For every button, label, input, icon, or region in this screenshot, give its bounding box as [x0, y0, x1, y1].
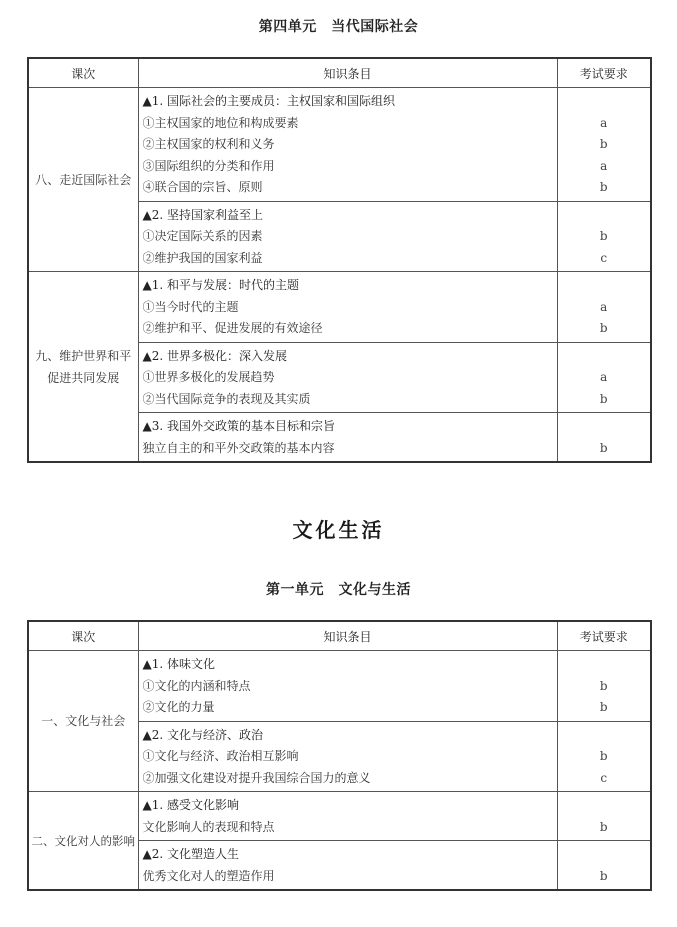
knowledge-item: ④联合国的宗旨、原则	[142, 180, 263, 194]
header-requirement: 考试要求	[557, 621, 651, 651]
lesson-name-line1: 九、维护世界和平	[35, 348, 132, 363]
topic-title: ▲1. 体味文化	[142, 657, 215, 671]
lesson-cell	[28, 272, 138, 463]
requirement-value: b	[599, 321, 608, 335]
topic-title: ▲2. 文化与经济、政治	[142, 727, 263, 742]
knowledge-item: ③国际组织的分类和作用	[142, 158, 275, 173]
knowledge-cell	[138, 88, 557, 202]
topic-title: ▲3. 我国外交政策的基本目标和宗旨	[142, 419, 335, 433]
topic-title: ▲2. 世界多极化：深入发展	[142, 348, 287, 363]
requirement-cell	[557, 721, 651, 792]
requirement-cell	[557, 272, 651, 343]
unit-title-international-society: 第四单元 当代国际社会	[258, 19, 419, 35]
requirement-value: b	[599, 868, 608, 883]
requirement-cell	[557, 413, 651, 463]
requirement-value: a	[600, 158, 608, 173]
header-lesson: 课次	[28, 58, 138, 88]
knowledge-item: ②主权国家的权利和义务	[142, 137, 275, 151]
header-lesson: 课次	[28, 621, 138, 651]
requirement-value: b	[599, 180, 608, 194]
requirement-value: a	[600, 115, 608, 130]
knowledge-item: ②维护我国的国家利益	[142, 250, 263, 265]
header-knowledge: 知识条目	[138, 621, 557, 651]
requirement-cell	[557, 841, 651, 891]
knowledge-cell	[138, 792, 557, 841]
knowledge-cell	[138, 413, 557, 463]
knowledge-item: ②维护和平、促进发展的有效途径	[142, 321, 323, 335]
topic-title: ▲2. 坚持国家利益至上	[142, 207, 263, 222]
knowledge-item: ①世界多极化的发展趋势	[142, 370, 275, 384]
table-row	[28, 792, 651, 841]
knowledge-item: ②加强文化建设对提升我国综合国力的意义	[142, 770, 371, 785]
topic-title: ▲1. 和平与发展：时代的主题	[142, 278, 299, 292]
knowledge-item: ②文化的力量	[142, 700, 215, 714]
table-header-row	[28, 621, 651, 651]
requirement-value: a	[600, 370, 608, 384]
requirement-cell	[557, 651, 651, 722]
table-header-row	[28, 58, 651, 88]
table-row	[28, 651, 651, 722]
knowledge-item: ①文化与经济、政治相互影响	[142, 749, 299, 763]
knowledge-cell	[138, 841, 557, 891]
knowledge-cell	[138, 721, 557, 792]
lesson-name: 二、文化对人的影响	[31, 833, 135, 848]
topic-title: ▲1. 感受文化影响	[142, 798, 239, 812]
knowledge-item: ①主权国家的地位和构成要素	[142, 115, 299, 130]
knowledge-item: 优秀文化对人的塑造作用	[142, 868, 275, 883]
requirement-value: b	[599, 391, 608, 406]
requirement-cell	[557, 88, 651, 202]
lesson-name-line2: 促进共同发展	[47, 370, 120, 385]
header-knowledge: 知识条目	[138, 58, 557, 88]
knowledge-cell	[138, 272, 557, 343]
requirement-cell	[557, 342, 651, 413]
knowledge-item: ①当今时代的主题	[142, 299, 239, 314]
requirement-value: a	[600, 299, 608, 314]
syllabus-table-unit1	[27, 620, 652, 891]
requirement-value: b	[599, 819, 608, 834]
knowledge-item: ②当代国际竞争的表现及其实质	[142, 391, 311, 406]
requirement-value: b	[599, 137, 608, 151]
lesson-cell: 八、走近国际社会	[28, 88, 138, 272]
requirement-value: b	[599, 229, 608, 243]
syllabus-table-unit4	[27, 57, 652, 463]
requirement-value: b	[599, 440, 608, 455]
topic-title: ▲1. 国际社会的主要成员：主权国家和国际组织	[142, 94, 395, 108]
requirement-cell	[557, 792, 651, 841]
knowledge-item: 文化影响人的表现和特点	[142, 819, 275, 834]
requirement-value: c	[600, 250, 608, 265]
lesson-cell: 一、文化与社会	[28, 651, 138, 792]
unit-title-culture-and-life: 第一单元 文化与生活	[266, 582, 411, 598]
header-requirement: 考试要求	[557, 58, 651, 88]
topic-title: ▲2. 文化塑造人生	[142, 847, 239, 861]
requirement-value: b	[599, 749, 608, 763]
lesson-cell	[28, 792, 138, 891]
requirement-value: b	[599, 678, 608, 693]
knowledge-cell	[138, 201, 557, 272]
knowledge-item: ①决定国际关系的因素	[142, 229, 263, 243]
knowledge-cell	[138, 651, 557, 722]
table-row	[28, 88, 651, 202]
requirement-cell	[557, 201, 651, 272]
requirement-value: b	[599, 700, 608, 714]
table-row	[28, 272, 651, 343]
book-title: 文化生活	[292, 518, 385, 542]
knowledge-item: 独立自主的和平外交政策的基本内容	[142, 440, 335, 455]
knowledge-cell	[138, 342, 557, 413]
knowledge-item: ①文化的内涵和特点	[142, 678, 251, 693]
requirement-value: c	[600, 770, 608, 785]
